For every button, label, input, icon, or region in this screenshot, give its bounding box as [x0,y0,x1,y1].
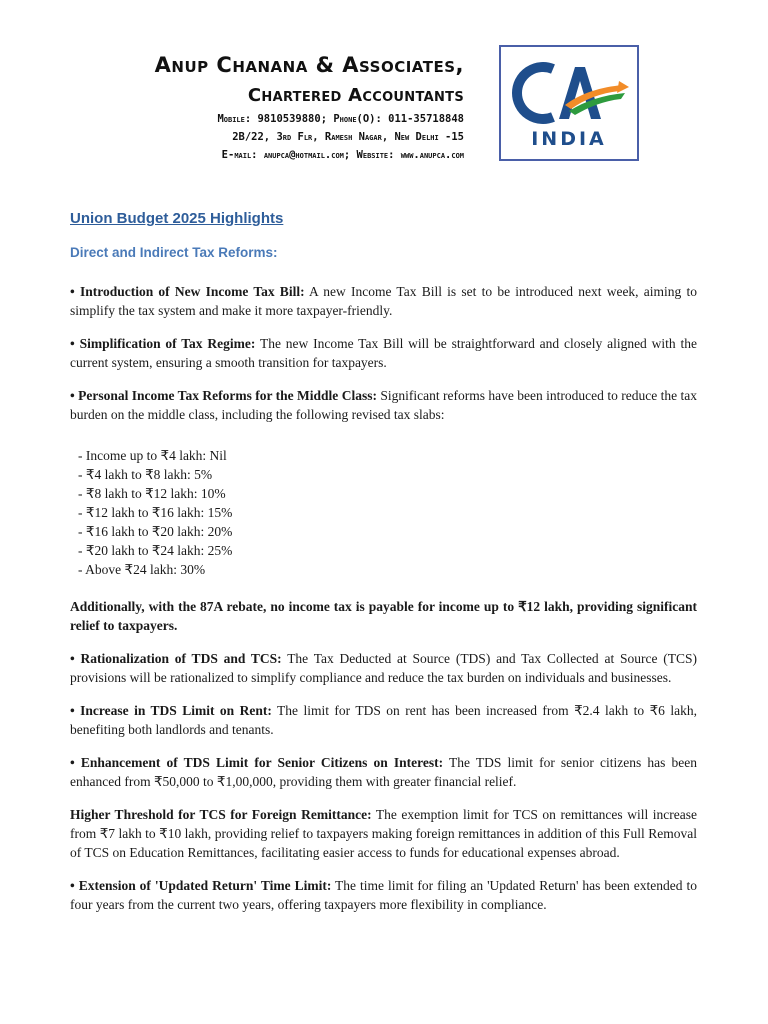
contact-phone: Mobile: 9810539880; Phone(O): 011-35718848 [217,113,464,125]
paragraph-tds-tcs: • Rationalization of TDS and TCS: The Tax Deducted at Source (TDS) and Tax Collected at Source (TCS) provisions will be rationalized to simplify compliance and reduce the tax burden on individuals and businesses. [70,651,697,685]
contact-email-website: E-mail: anupca@hotmail.com; Website: www.anupca.com [221,149,464,161]
paragraph-tds-rent: • Increase in TDS Limit on Rent: The limit for TDS on rent has been increased from ₹2.4 lakh to ₹6 lakh, benefiting both landlords and tenants. [70,703,697,737]
logo-text-india: INDIA [531,128,607,150]
paragraph-new-income-tax-bill: • Introduction of New Income Tax Bill: A new Income Tax Bill is set to be introduced next week, aiming to simplify the tax system and make it more taxpayer-friendly. [70,284,697,318]
section-subtitle: Direct and Indirect Tax Reforms: [70,245,278,260]
ca-india-logo [499,45,639,161]
list-item: - ₹8 lakh to ₹12 lakh: 10% [78,486,226,501]
tax-slab-list [78,446,697,579]
paragraph-senior-citizens: • Enhancement of TDS Limit for Senior Citizens on Interest: The TDS limit for senior citizens has been enhanced from ₹50,000 to ₹1,00,000, providing them with greater financial relief. [70,755,698,789]
list-item: - ₹20 lakh to ₹24 lakh: 25% [78,543,233,558]
paragraph-personal-tax-reforms: • Personal Income Tax Reforms for the Middle Class: Significant reforms have been introduced to reduce the tax burden on the middle class, including the following revised tax slabs: [70,388,697,422]
list-item: - ₹16 lakh to ₹20 lakh: 20% [78,524,233,539]
document-body [70,210,697,928]
list-item: - ₹12 lakh to ₹16 lakh: 15% [78,505,233,520]
list-item: - Above ₹24 lakh: 30% [78,562,206,577]
paragraph-updated-return: • Extension of 'Updated Return' Time Limit: The time limit for filing an 'Updated Return' has been extended to four years from the current two years, offering taxpayers more flexibility in compliance. [70,878,697,912]
list-item: - Income up to ₹4 lakh: Nil [78,448,227,463]
firm-name: Anup Chanana & Associates, [154,53,464,77]
letterhead [60,48,464,164]
list-item: - ₹4 lakh to ₹8 lakh: 5% [78,467,213,482]
paragraph-rebate-note: Additionally, with the 87A rebate, no income tax is payable for income up to ₹12 lakh, providing significant relief to taxpayers. [70,599,697,633]
contact-address: 2B/22, 3rd Flr, Ramesh Nagar, New Delhi -15 [232,131,464,143]
firm-subtitle: Chartered Accountants [247,85,464,106]
page-title: Union Budget 2025 Highlights [70,210,284,227]
paragraph-simplification: • Simplification of Tax Regime: The new Income Tax Bill will be straightforward and closely aligned with the current system, ensuring a smooth transition for taxpayers. [70,336,697,370]
paragraph-foreign-remittance: Higher Threshold for TCS for Foreign Remittance: The exemption limit for TCS on remittances will increase from ₹7 lakh to ₹10 lakh, providing relief to taxpayers making foreign remittances in addition of this Full Removal of TCS on Education Remittances, facilitating easier access to funds for educational expenses abroad. [70,807,697,860]
